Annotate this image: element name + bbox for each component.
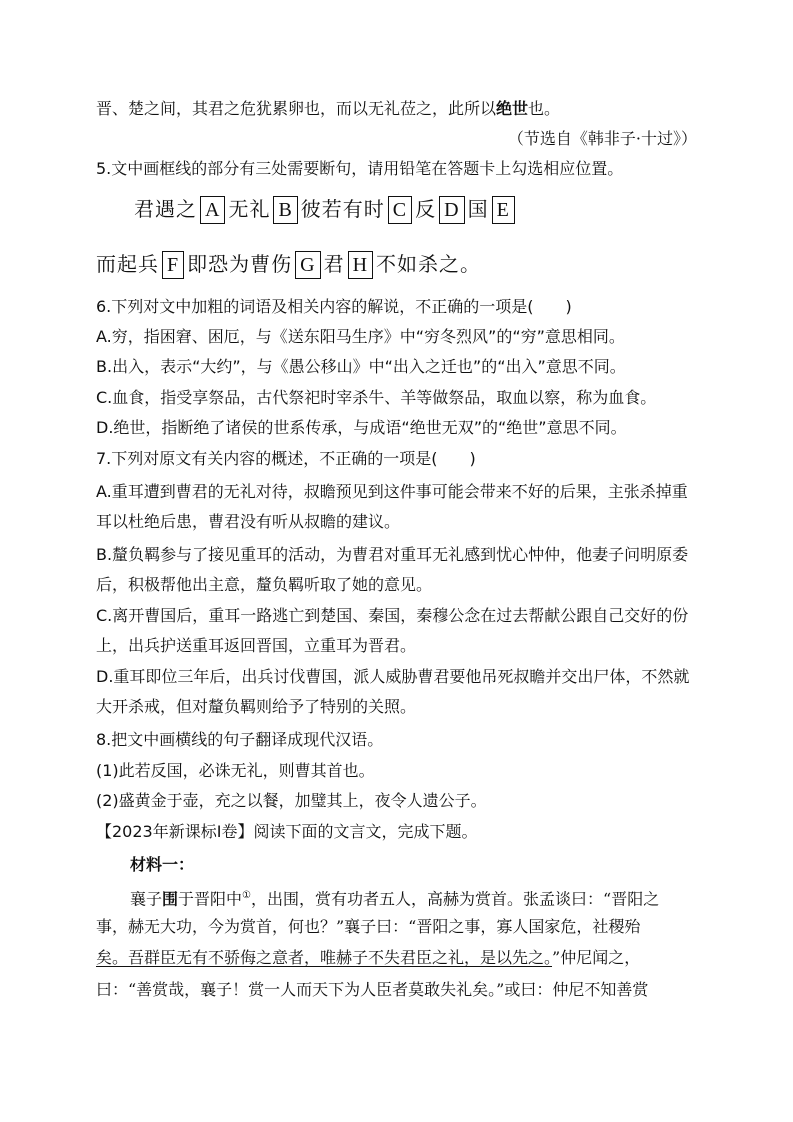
question-5-stem: 5.文中画框线的部分有三处需要断句，请用铅笔在答题卡上勾选相应位置。 [96, 159, 624, 178]
q6-option-a[interactable]: A.穷，指困窘、困厄，与《送东阳马生序》中“穷冬烈风”的“穷”意思相同。 [96, 327, 625, 346]
q5-segment: 无礼 [228, 197, 271, 221]
q5-box-E[interactable]: E [492, 196, 515, 224]
material-label: 材料一： [130, 855, 195, 874]
q5-segment: 君遇之 [134, 197, 197, 221]
material-text: ”仲尼闻之， [552, 948, 641, 967]
material-line-2: 事，赫无大功，今为赏首，何也？”襄子曰：“晋阳之事，寡人国家危，社稷殆 [96, 917, 641, 936]
q5-box-H[interactable]: H [348, 251, 373, 279]
q5-segment: 即恐为曹伤 [187, 252, 293, 276]
question-6-stem: 6.下列对文中加粗的词语及相关内容的解说，不正确的一项是( ) [96, 297, 572, 316]
q5-boxed-row-2 [96, 251, 481, 279]
q7-option-b-cont: 后，积极帮他出主意，釐负羁听取了她的意见。 [96, 575, 433, 594]
q5-box-F[interactable]: F [162, 251, 184, 279]
footnote-marker[interactable]: ① [242, 890, 252, 901]
q5-box-B[interactable]: B [273, 196, 297, 224]
q5-segment: 反 [415, 197, 437, 221]
source-citation: （节选自《韩非子·十过》） [507, 129, 697, 148]
bold-word-jueshi: 绝世 [496, 99, 529, 118]
q5-segment: 国 [467, 197, 489, 221]
material-line-3 [96, 948, 640, 968]
q6-option-d[interactable]: D.绝世，指断绝了诸侯的世系传承，与成语“绝世无双”的“绝世”意思不同。 [96, 418, 627, 437]
q5-box-G[interactable]: G [295, 251, 320, 279]
q7-option-a-cont: 耳以杜绝后患，曹君没有听从叔瞻的建议。 [96, 512, 401, 531]
q5-segment: 彼若有时 [300, 197, 385, 221]
q7-option-c[interactable]: C.离开曹国后，重耳一路逃亡到楚国、秦国，秦穆公念在过去帮献公跟自己交好的份 [96, 606, 689, 625]
passage-text-end: 也。 [528, 99, 561, 118]
underlined-sentence: 矣。吾群臣无有不骄侮之意者，唯赫子不失君臣之礼，是以先之。 [96, 948, 553, 967]
bold-word-wei: 围 [162, 889, 179, 909]
q7-option-c-cont: 上，出兵护送重耳返回晋国，立重耳为晋君。 [96, 636, 417, 655]
q5-boxed-row-1 [134, 196, 518, 224]
q6-option-b[interactable]: B.出入，表示“大约”，与《愚公移山》中“出入之迁也”的“出入”意思不同。 [96, 357, 626, 376]
q5-segment: 不如杀之。 [376, 252, 482, 276]
q5-box-C[interactable]: C [388, 196, 412, 224]
passage-text: 晋、楚之间，其君之危犹累卵也，而以无礼莅之，此所以 [96, 99, 497, 118]
material-line-4: 曰：“善赏哉，襄子！赏一人而天下为人臣者莫敢失礼矣。”或曰：仲尼不知善赏 [96, 980, 649, 999]
material-line-1 [130, 886, 659, 909]
q8-item-2: (2)盛黄金于壶，充之以餐，加璧其上，夜令人遗公子。 [96, 791, 487, 810]
section-header: 【2023年新课标Ⅰ卷】阅读下面的文言文，完成下题。 [96, 822, 478, 841]
q5-segment: 君 [323, 252, 345, 276]
question-8-stem: 8.把文中画横线的句子翻译成现代汉语。 [96, 730, 384, 749]
q5-box-D[interactable]: D [439, 196, 464, 224]
q6-option-c[interactable]: C.血食，指受享祭品，古代祭祀时宰杀牛、羊等做祭品，取血以察，称为血食。 [96, 388, 657, 407]
q8-item-1: (1)此若反国，必诛无礼，则曹其首也。 [96, 761, 375, 780]
q7-option-a[interactable]: A.重耳遭到曹君的无礼对待，叔瞻预见到这件事可能会带来不好的后果，主张杀掉重 [96, 482, 688, 501]
q5-box-A[interactable]: A [200, 196, 225, 224]
material-text: 襄子 [130, 889, 163, 909]
passage-last-line [96, 99, 560, 119]
material-text: 于晋阳中 [178, 889, 243, 909]
q5-segment: 而起兵 [96, 252, 159, 276]
q7-option-d[interactable]: D.重耳即位三年后，出兵讨伐曹国，派人威胁曹君要他吊死叔瞻并交出尸体，不然就 [96, 667, 690, 686]
question-7-stem: 7.下列对原文有关内容的概述，不正确的一项是( ) [96, 449, 476, 468]
material-text: ，出围，赏有功者五人，高赫为赏首。张孟谈曰：“晋阳之 [251, 889, 660, 909]
q7-option-d-cont: 大开杀戒，但对釐负羁则给予了特别的关照。 [96, 697, 417, 716]
q7-option-b[interactable]: B.釐负羁参与了接见重耳的活动，为曹君对重耳无礼感到忧心忡仲，他妻子问明原委 [96, 545, 689, 564]
